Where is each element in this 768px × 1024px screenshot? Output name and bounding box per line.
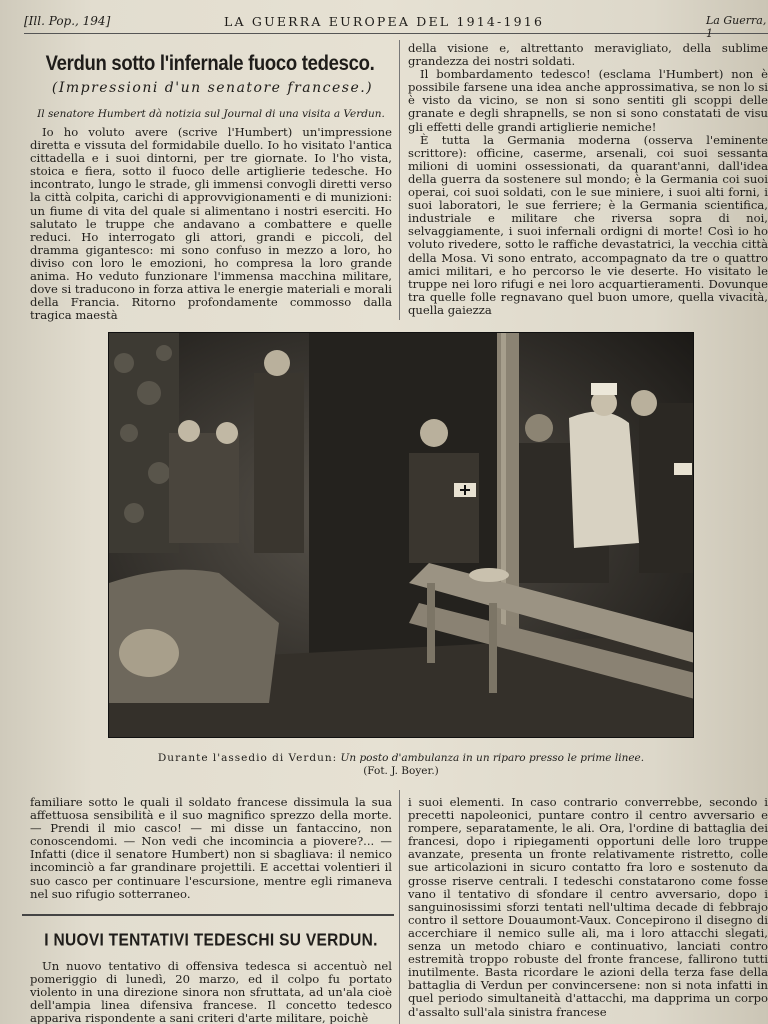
caption-prefix: Durante l'assedio di Verdun: [157, 752, 338, 764]
photo-illustration [109, 333, 694, 738]
article-column-1 [30, 126, 392, 322]
column-divider [399, 790, 400, 1024]
paragraph: Il bombardamento tedesco! (esclama l'Humbert) non è possibile farsene una idea anche approssimativa, se non lo si è visto da vicino, se non si sono sentiti gli scoppi delle granate e degli shrapnells, se non si sono constatati de visu gli effetti delle grandi artiglierie nemiche! [408, 67, 768, 134]
article2-column-left [30, 960, 392, 1024]
article-subtitle: (Impressioni d'un senatore francese.) [51, 80, 374, 96]
article-byline: Il senatore Humbert dà notizia sul Journal di una visita a Verdun. [37, 108, 385, 120]
publication-title: LA GUERRA EUROPEA DEL 1914-1916 [224, 14, 545, 29]
article-continuation-left [30, 796, 392, 901]
article2-title: I NUOVI TENTATIVI TEDESCHI SU VERDUN. [44, 930, 378, 951]
photo-credit: (Fot. J. Boyer.) [363, 765, 439, 777]
paragraph: familiare sotto le quali il soldato francese dissimula la sua affettuosa sensibilità e il suo magnifico sprezzo della morte. — Prendi il mio casco! — mi disse un fantaccino, non conoscendomi. — Non vedi che incomincia a piovere?... — Infatti (dice il senatore Humbert) non si sbagliava: il nemico incominciò a far grandinare projettili. E accettai volentieri il suo casco per continuare l'escursione, mentre egli rimaneva nel suo rifugio sotterraneo. [30, 795, 392, 901]
caption-text: Un posto d'ambulanza in un riparo presso le prime linee. [340, 752, 645, 764]
photo-caption [108, 752, 694, 778]
article-title: Verdun sotto l'infernale fuoco tedesco. [45, 50, 375, 75]
column-divider [399, 40, 400, 320]
paragraph: Un nuovo tentativo di offensiva tedesca si accentuò nel pomeriggio di lunedì, 20 marzo, ed il colpo fu portato violento in una direzione sinora non sfruttata, ad un'ala cioè dell'ampia linea difensiva francese. Il concetto tedesco appariva rispondente a sani criteri d'arte militare, poichè [30, 959, 392, 1024]
paragraph: Io ho voluto avere (scrive l'Humbert) un'impressione diretta e vissuta del formidabile duello. Io ho visitato l'antica cittadella e i suoi dintorni, per tre giornate. Io l'ho vista, stoica e fiera, sotto il fuoco delle artiglierie tedesche. Ho incontrato, lungo le strade, gli immensi convogli diretti verso la città colpita, carichi di approvvigionamenti e di munizioni: un fiume di vita del quale si alimentano i nostri eserciti. Ho salutato le truppe che andavano a combattere e quelle reduci. Ho interrogato gli attori, grandi e piccoli, del dramma gigantesco: mi sono confuso in mezzo a loro, ho diviso con loro le emozioni, ho compresa la loro grande anima. Ho veduto funzionare l'immensa macchina militare, dove si traducono in forza attiva le energie materiali e morali della Francia. Ritorno profondamente commosso dalla tragica maestà [30, 125, 392, 323]
article-column-2 [408, 42, 768, 317]
paragraph: della visione e, altrettanto meravigliato, della sublime grandezza dei nostri soldati. [408, 41, 768, 69]
article2-column-right [408, 796, 768, 1019]
running-head: La Guerra, 1 [706, 14, 767, 40]
paragraph: È tutta la Germania moderna (osserva l'eminente scrittore): officine, caserme, arsenali, coi suoi sessanta milioni di uomini ossessionati, da quarant'anni, dall'idea della guerra da sostenere sul mondo; è la Germania coi suoi operai, coi suoi soldati, con le sue miniere, i suoi alti forni, i suoi laboratori, le sue ferriere; è la Germania scientifica, industriale e militare che riversa sopra di noi, selvaggiamente, i suoi infernali ordigni di morte! Così io ho voluto rivedere, sotto le raffiche devastatrici, la vecchia città della Mosa. Vi sono entrato, accompagnato da tre o quattro amici militari, e ho percorso le vie deserte. Ho visitato le truppe nei loro rifugi e nei loro acquartieramenti. Dovunque tra quelle folle regnavano quel buon umore, quella vivacità, quella gaiezza [408, 132, 768, 317]
page-header [24, 8, 768, 40]
section-divider [22, 914, 394, 916]
ambulance-post-photo [108, 332, 694, 738]
page-number: [Ill. Pop., 194] [24, 14, 111, 28]
paragraph: i suoi elementi. In caso contrario converrebbe, secondo i precetti napoleonici, puntare contro il centro avversario e rompere, separatamente, le ali. Ora, l'ordine di battaglia dei francesi, dopo i ripiegamenti opportuni delle loro truppe avanzate, presenta un fronte relativamente ristretto, colle sue articolazioni in sicuro contatto fra loro e sostenuto da grosse riserve centrali. I tedeschi constatarono come fosse vano il tentativo di sfondare il centro avversario, dopo i sanguinosissimi sforzi tentati nell'ultima decade di febbrajo contro il settore Douaumont-Vaux. Concepirono il disegno di accerchiare il nemico sulle ali, ma i loro attacchi slegati, senza un metodo chiaro e continuativo, lanciati contro estremità troppo robuste del fronte francese, fallirono tutti inutilmente. Basta ricordare le azioni della terza fase della battaglia di Verdun per convincersene: non si nota infatti in quel periodo simultaneità d'attacchi, ma dapprima un corpo d'assalto sull'ala sinistra francese [408, 795, 768, 1019]
